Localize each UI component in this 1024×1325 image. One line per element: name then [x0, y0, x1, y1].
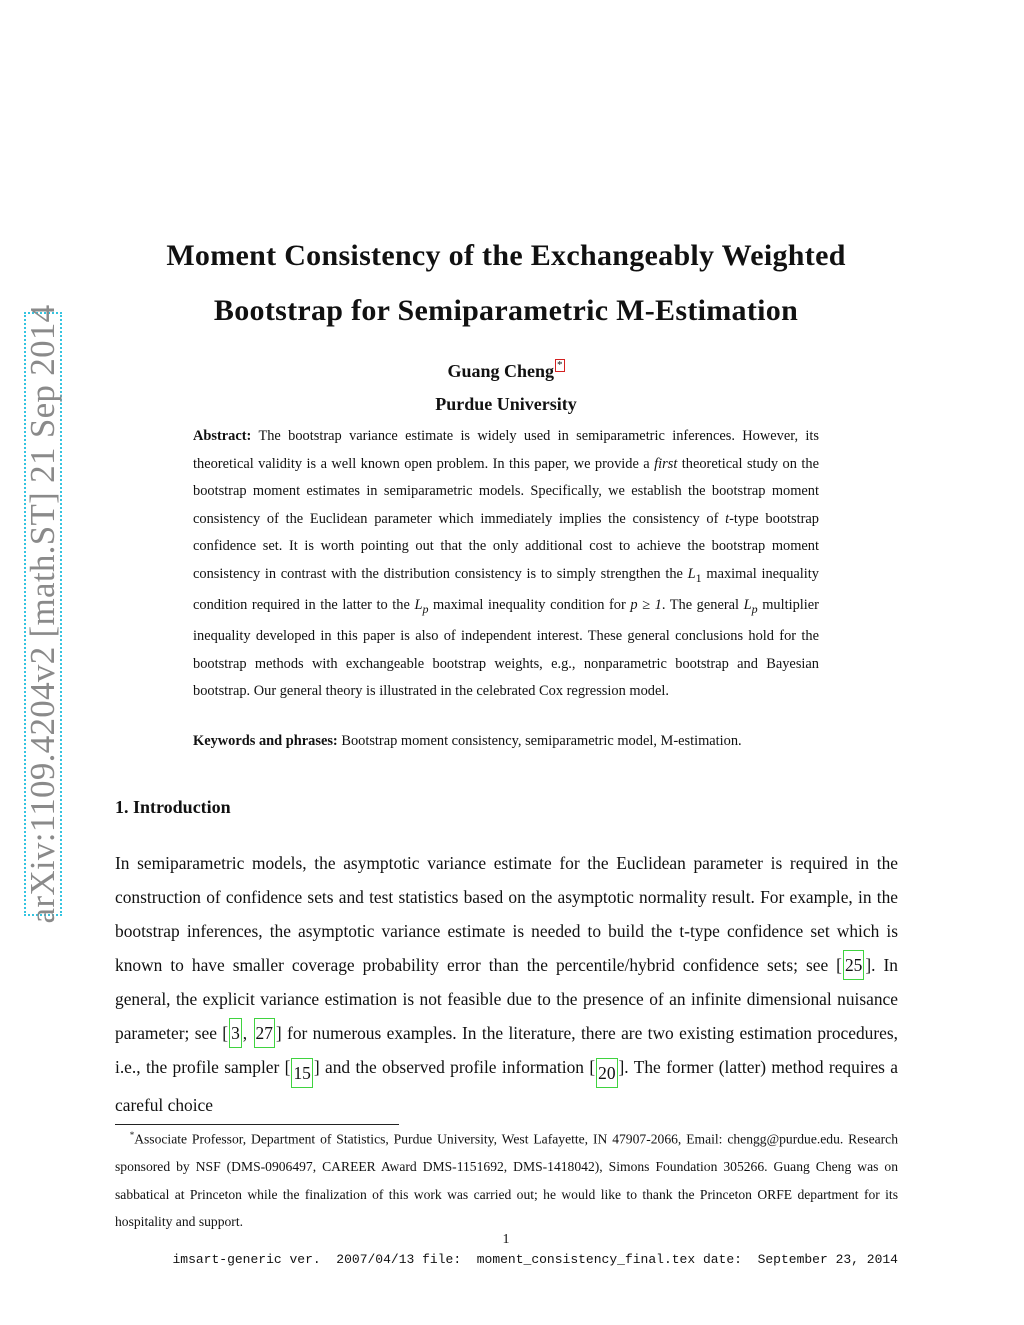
abstract — [193, 423, 819, 706]
affiliation: Purdue University — [435, 394, 577, 414]
abstract-math: t — [725, 510, 730, 527]
paper-title-line-1: Moment Consistency of the Exchangeably Weighted — [166, 239, 846, 272]
page-footer: imsart-generic ver. 2007/04/13 file: moment_consistency_final.tex date: September 23, 2014 — [172, 1252, 898, 1267]
citation-link[interactable]: 15 — [291, 1058, 312, 1088]
citation-link[interactable]: 3 — [229, 1018, 242, 1048]
citation-link[interactable]: 27 — [254, 1018, 275, 1048]
abstract-text: The bootstrap variance estimate is widely used in semiparametric inferences. However, its theoretical validity is a well known open problem. In this paper, we provide a — [193, 428, 819, 472]
keywords-label: Keywords and phrases: — [193, 733, 338, 749]
abstract-text: . The general — [661, 596, 740, 613]
citation-link[interactable]: 20 — [596, 1058, 617, 1088]
paper-title-line-2: Bootstrap for Semiparametric M-Estimation — [213, 294, 799, 327]
page-number: 1 — [502, 1232, 510, 1247]
abstract-math: p — [422, 601, 429, 616]
intro-text: ]. The former (latter) method requires a careful choice — [115, 1057, 898, 1115]
abstract-math: L — [687, 565, 696, 582]
intro-text: ]. In general, the explicit variance estimation is not feasible due to the presence of an infinite dimensional nuisance parameter; see [ — [115, 955, 898, 1043]
abstract-text: -type bootstrap confidence set. It is worth pointing out that the only additional cost to achieve the bootstrap moment consistency in contrast with the distribution consistency is to simply strengthen the — [193, 510, 819, 582]
footnote — [115, 1122, 898, 1236]
citation-link[interactable]: 25 — [843, 950, 864, 980]
abstract-math: p — [751, 601, 758, 616]
keywords — [193, 729, 853, 753]
footnote-text: Associate Professor, Department of Statistics, Purdue University, West Lafayette, IN 47907-2066, Email: chengg@purdue.edu. Research sponsored by NSF (DMS-0906497, CAREER Award DMS-1151692, DMS-1418042), Simons Foundation 305266. Guang Cheng was on sabbatical at Princeton while the finalization of this work was carried out; he would like to thank the Princeton ORFE department for its hospitality and support. — [115, 1131, 898, 1230]
abstract-math: p ≥ 1 — [630, 596, 662, 613]
intro-text: ] for numerous examples. In the literature, there are two existing estimation procedures, i.e., the profile sampler [ — [115, 1023, 898, 1077]
abstract-math: L — [743, 596, 752, 613]
abstract-text: multiplier inequality developed in this paper is also of independent interest. These general conclusions hold for the bootstrap methods with exchangeable bootstrap weights, e.g., nonparametric bootstrap and Bayesian bootstrap. Our general theory is illustrated in the celebrated Cox regression model. — [193, 596, 819, 700]
abstract-text: maximal inequality condition required in the latter to the — [193, 565, 819, 613]
abstract-math: L — [414, 596, 423, 613]
intro-text: ] and the observed profile information [ — [313, 1057, 596, 1077]
intro-text: In semiparametric models, the asymptotic variance estimate for the Euclidean parameter is required in the construction of confidence sets and test statistics based on the asymptotic normality result. For example, in the bootstrap inferences, the asymptotic variance estimate is needed to build the t-type confidence set which is known to have smaller coverage probability error than the percentile/hybrid confidence sets; see [ — [115, 853, 898, 975]
author-line — [0, 359, 1012, 382]
footnote-mark: * — [129, 1130, 135, 1140]
abstract-math: 1 — [695, 570, 702, 585]
abstract-text: theoretical study on the bootstrap moment estimates in semiparametric models. Specifically, we establish the bootstrap moment consistency of the Euclidean parameter which immediately implies the consistency of — [193, 455, 819, 527]
author-name: Guang Cheng — [447, 361, 555, 381]
abstract-label: Abstract: — [193, 428, 252, 444]
section-heading: 1. Introduction — [115, 797, 231, 817]
introduction-paragraph — [115, 846, 898, 1122]
abstract-text: maximal inequality condition for — [433, 596, 626, 613]
abstract-emphasis: first — [654, 455, 678, 472]
intro-text: , — [242, 1023, 253, 1043]
arxiv-stamp-text: arXiv:1109.4204v2 [math.ST] 21 Sep 2014 — [23, 304, 62, 924]
keywords-text: Bootstrap moment consistency, semiparametric model, M-estimation. — [341, 733, 742, 749]
author-footnote-link[interactable]: * — [557, 359, 563, 371]
